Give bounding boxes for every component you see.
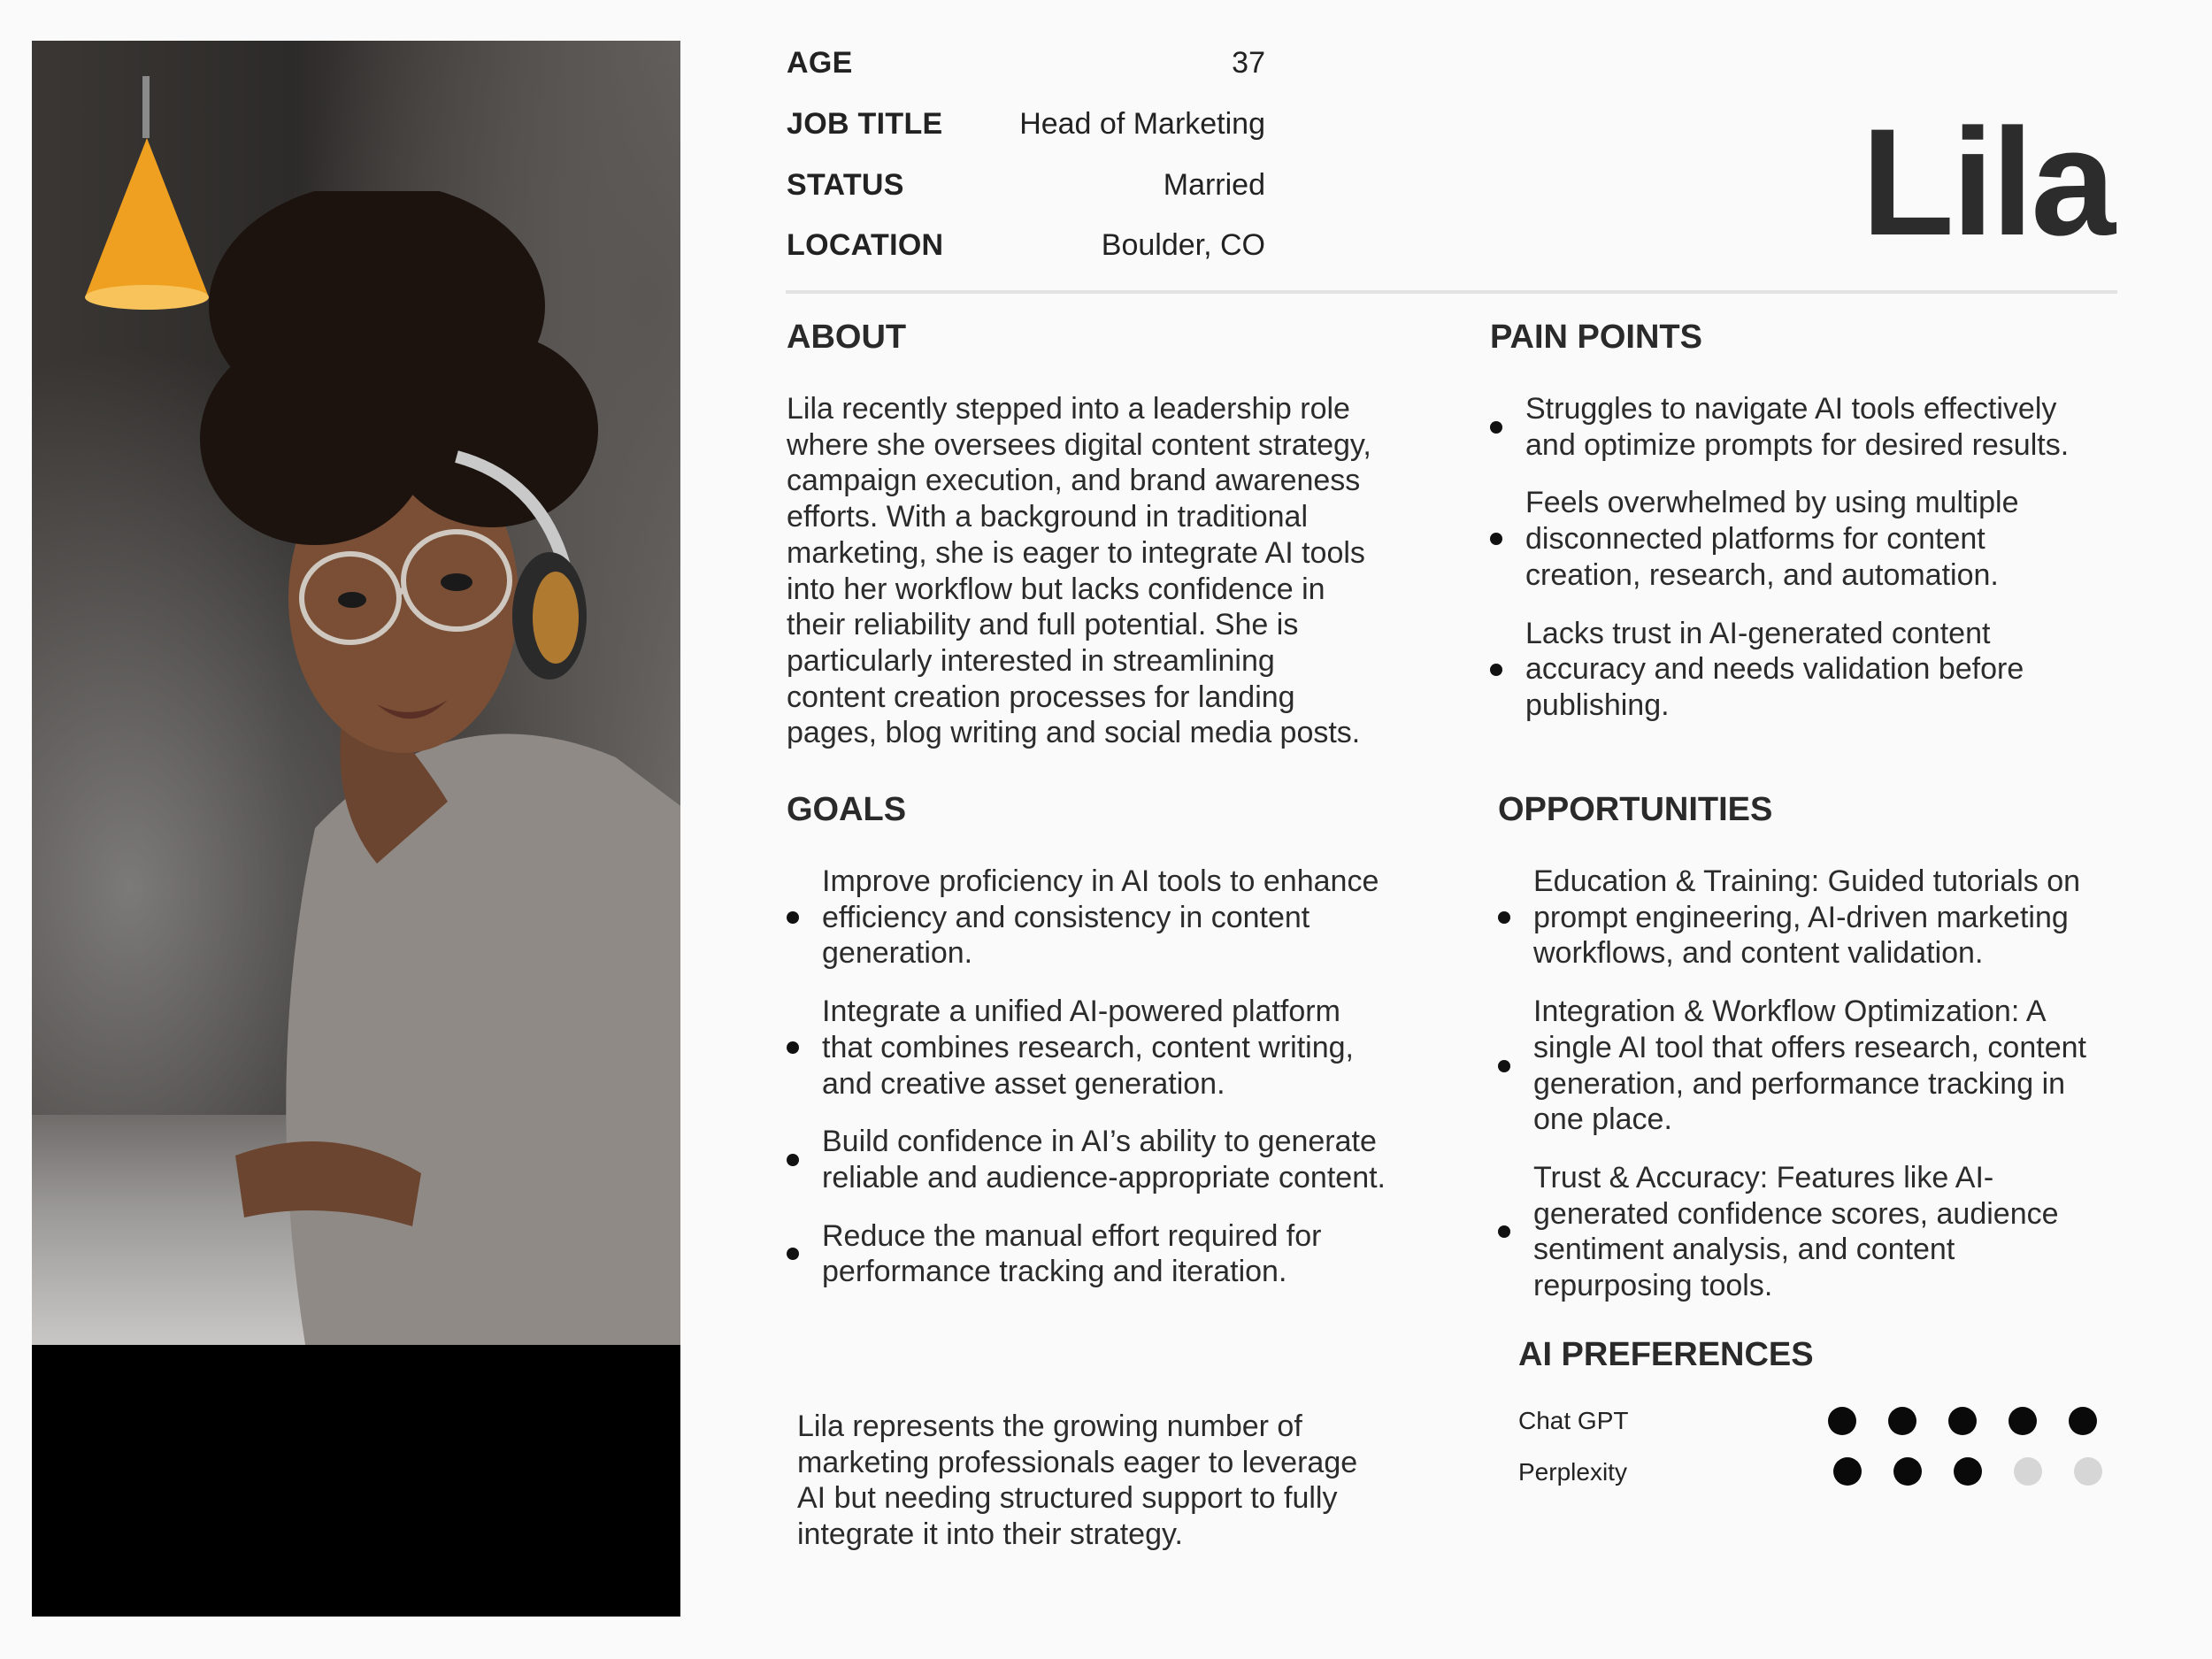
about-line: their reliability and full potential. She is [787, 608, 1299, 642]
rating-dot-filled [1954, 1457, 1982, 1486]
pain-point-line: accuracy and needs validation before [1525, 652, 2024, 687]
pain-point-item [1490, 616, 2069, 724]
opportunity-line: Trust & Accuracy: Features like AI- [1533, 1160, 1994, 1194]
location-value: Boulder, CO [1101, 228, 1265, 262]
photo-black-panel [32, 1345, 680, 1617]
opportunity-line: generation, and performance tracking in [1533, 1066, 2066, 1101]
location-label: LOCATION [787, 228, 944, 262]
rating-dot-filled [2069, 1407, 2097, 1435]
goal-line: reliable and audience-appropriate content. [822, 1160, 1386, 1194]
summary-line: marketing professionals eager to leverage [797, 1445, 1358, 1479]
pref-chatgpt-label: Chat GPT [1518, 1407, 1629, 1434]
about-line: particularly interested in streamlining [787, 643, 1275, 678]
goal-line: Reduce the manual effort required for [822, 1218, 1322, 1253]
about-line: content creation processes for landing [787, 680, 1295, 714]
opportunity-item [1498, 1160, 2086, 1304]
goal-item [787, 1218, 1386, 1290]
opportunity-line: workflows, and content validation. [1533, 936, 1984, 971]
summary-line: Lila represents the growing number of [797, 1409, 1302, 1443]
status-label: STATUS [787, 168, 904, 202]
pain-point-line: Struggles to navigate AI tools effectively [1525, 392, 2057, 426]
status-value: Married [1163, 168, 1265, 202]
goals-list [787, 864, 1386, 1312]
opportunity-line: single AI tool that offers research, content [1533, 1030, 2086, 1064]
goal-line: Improve proficiency in AI tools to enhance [822, 864, 1379, 898]
opportunity-item [1498, 994, 2086, 1138]
goal-line: performance tracking and iteration. [822, 1255, 1287, 1289]
goal-item [787, 1124, 1386, 1195]
rating-dot-filled [1893, 1457, 1922, 1486]
pain-point-line: disconnected platforms for content [1525, 522, 1985, 557]
about-line: Lila recently stepped into a leadership role [787, 392, 1350, 426]
pain-point-line: publishing. [1525, 687, 1670, 722]
goal-line: that combines research, content writing, [822, 1030, 1354, 1064]
pref-chatgpt-rating [1828, 1407, 2097, 1435]
pref-perplexity-label: Perplexity [1518, 1458, 1627, 1486]
pain-point-item [1490, 485, 2069, 593]
ai-preferences-title: AI PREFERENCES [1518, 1336, 1814, 1373]
pain-points-list [1490, 391, 2069, 746]
pain-point-line: creation, research, and automation. [1525, 557, 1999, 592]
rating-dot-filled [1833, 1457, 1862, 1486]
header-divider [786, 290, 2117, 294]
opportunity-line: repurposing tools. [1533, 1269, 1773, 1303]
rating-dot-empty [2074, 1457, 2102, 1486]
job-title-value: Head of Marketing [1019, 107, 1265, 141]
age-label: AGE [787, 46, 853, 80]
rating-dot-filled [1888, 1407, 1916, 1435]
pain-point-line: Feels overwhelmed by using multiple [1525, 486, 2019, 520]
goal-line: and creative asset generation. [822, 1066, 1225, 1101]
opportunity-line: prompt engineering, AI-driven marketing [1533, 900, 2069, 934]
summary-line: AI but needing structured support to fully [797, 1481, 1338, 1516]
goal-item [787, 864, 1386, 972]
goal-line: Build confidence in AI’s ability to generate [822, 1125, 1377, 1159]
goals-title: GOALS [787, 791, 907, 828]
rating-dot-filled [1828, 1407, 1856, 1435]
summary-line: integrate it into their strategy. [797, 1517, 1183, 1552]
goal-item [787, 994, 1386, 1102]
pain-points-title: PAIN POINTS [1490, 319, 1702, 356]
about-line: where she oversees digital content strategy, [787, 427, 1371, 462]
opportunity-line: one place. [1533, 1102, 1672, 1137]
opportunity-line: Education & Training: Guided tutorials on [1533, 864, 2081, 898]
person-illustration [156, 191, 680, 1345]
goal-line: Integrate a unified AI-powered platform [822, 995, 1340, 1029]
pain-point-line: and optimize prompts for desired results. [1525, 427, 2070, 462]
about-line: efforts. With a background in traditional [787, 500, 1309, 534]
pref-perplexity-rating [1833, 1457, 2102, 1486]
summary-text [797, 1409, 1357, 1553]
about-line: into her workflow but lacks confidence in [787, 572, 1325, 606]
rating-dot-filled [1948, 1407, 1977, 1435]
persona-name: Lila [1861, 97, 2113, 267]
persona-photo [32, 41, 680, 1345]
pain-point-line: Lacks trust in AI-generated content [1525, 616, 1991, 650]
opportunity-item [1498, 864, 2086, 972]
rating-dot-empty [2014, 1457, 2042, 1486]
opportunities-title: OPPORTUNITIES [1498, 791, 1773, 828]
opportunity-line: generated confidence scores, audience [1533, 1196, 2059, 1231]
opportunity-line: Integration & Workflow Optimization: A [1533, 995, 2047, 1029]
goal-line: generation. [822, 936, 973, 971]
rating-dot-filled [2008, 1407, 2037, 1435]
opportunities-list [1498, 864, 2086, 1326]
about-title: ABOUT [787, 319, 907, 356]
goal-line: efficiency and consistency in content [822, 900, 1310, 934]
job-title-label: JOB TITLE [787, 107, 943, 141]
age-value: 37 [1232, 46, 1265, 80]
about-text [787, 391, 1371, 751]
about-line: campaign execution, and brand awareness [787, 464, 1361, 498]
about-line: marketing, she is eager to integrate AI tools [787, 535, 1365, 570]
about-line: pages, blog writing and social media posts. [787, 716, 1361, 750]
pain-point-item [1490, 391, 2069, 463]
opportunity-line: sentiment analysis, and content [1533, 1233, 1955, 1267]
